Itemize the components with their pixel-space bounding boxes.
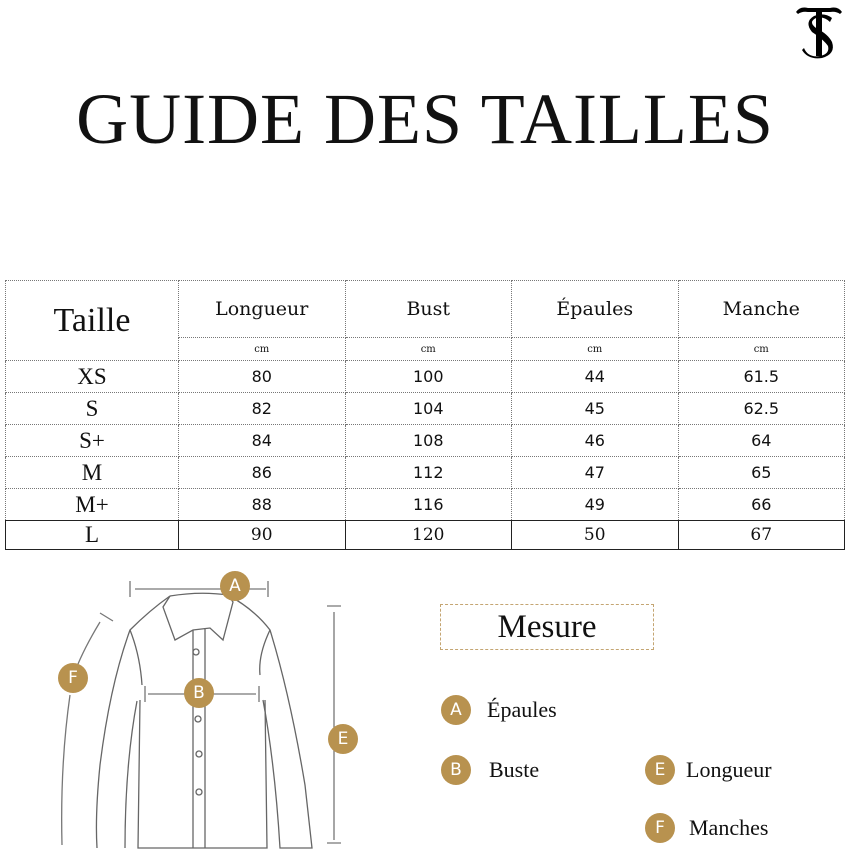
shirt-outline: [96, 593, 312, 848]
value-cell: 82: [179, 393, 346, 425]
legend-label: Manches: [689, 815, 769, 840]
legend-item: [645, 813, 768, 843]
value-cell: 120: [345, 521, 512, 550]
measure-lines: [62, 581, 341, 845]
unit-label: cm: [678, 338, 845, 361]
marker-f-icon: F: [58, 663, 88, 693]
value-cell: 86: [179, 457, 346, 489]
value-cell: 90: [179, 521, 346, 550]
size-cell: M: [6, 457, 179, 489]
value-cell: 65: [678, 457, 845, 489]
marker-f-icon: F: [645, 813, 675, 843]
value-cell: 116: [345, 489, 512, 521]
legend-item: [441, 695, 557, 725]
size-cell: XS: [6, 361, 179, 393]
table-row: [6, 521, 845, 550]
unit-label: cm: [345, 338, 512, 361]
marker-b-icon: B: [441, 755, 471, 785]
size-cell: L: [6, 521, 179, 550]
table-header-row: [6, 281, 845, 338]
marker-e-icon: E: [645, 755, 675, 785]
legend-label: Longueur: [686, 757, 772, 782]
value-cell: 100: [345, 361, 512, 393]
value-cell: 66: [678, 489, 845, 521]
value-cell: 112: [345, 457, 512, 489]
brand-logo: [794, 2, 844, 60]
value-cell: 50: [512, 521, 679, 550]
value-cell: 80: [179, 361, 346, 393]
column-header: Épaules: [512, 281, 679, 338]
unit-label: cm: [179, 338, 346, 361]
value-cell: 62.5: [678, 393, 845, 425]
size-table: [5, 280, 845, 550]
legend-label: Épaules: [487, 697, 557, 722]
marker-e-icon: E: [328, 724, 358, 754]
value-cell: 44: [512, 361, 679, 393]
value-cell: 67: [678, 521, 845, 550]
value-cell: 84: [179, 425, 346, 457]
value-cell: 47: [512, 457, 679, 489]
legend-item: [441, 755, 539, 785]
table-row: [6, 489, 845, 521]
size-cell: S+: [6, 425, 179, 457]
table-row: [6, 425, 845, 457]
size-cell: M+: [6, 489, 179, 521]
unit-label: cm: [512, 338, 679, 361]
column-header: Longueur: [179, 281, 346, 338]
page-title: GUIDE DES TAILLES: [76, 79, 774, 159]
legend-label: Buste: [489, 757, 540, 782]
table-row: [6, 361, 845, 393]
legend-title: Mesure: [440, 604, 654, 650]
value-cell: 104: [345, 393, 512, 425]
value-cell: 88: [179, 489, 346, 521]
marker-b-icon: B: [184, 678, 214, 708]
legend-item: [645, 755, 772, 785]
value-cell: 45: [512, 393, 679, 425]
size-cell: S: [6, 393, 179, 425]
value-cell: 46: [512, 425, 679, 457]
marker-a-icon: A: [441, 695, 471, 725]
value-cell: 64: [678, 425, 845, 457]
value-cell: 108: [345, 425, 512, 457]
value-cell: 61.5: [678, 361, 845, 393]
table-row: [6, 393, 845, 425]
shirt-diagram: [0, 565, 420, 850]
table-row: [6, 457, 845, 489]
size-column-header: Taille: [6, 281, 179, 361]
value-cell: 49: [512, 489, 679, 521]
column-header: Bust: [345, 281, 512, 338]
marker-a-icon: A: [220, 571, 250, 601]
column-header: Manche: [678, 281, 845, 338]
